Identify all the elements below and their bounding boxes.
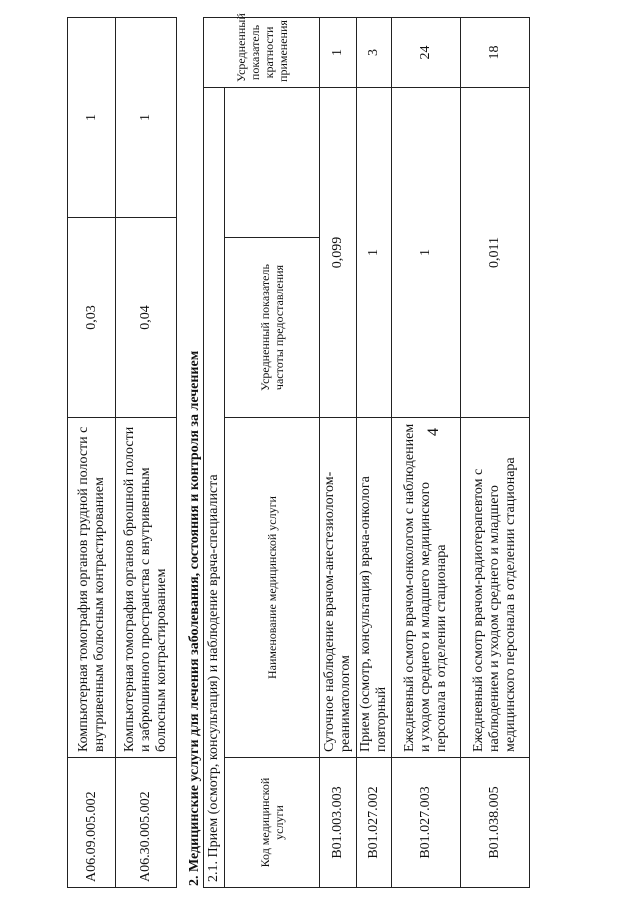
service-code: B01.027.002 xyxy=(357,758,392,888)
specialist-services-table xyxy=(203,13,530,888)
multiplicity-value: 1 xyxy=(320,17,357,87)
multiplicity-value: 24 xyxy=(392,17,461,87)
table-row xyxy=(392,17,461,887)
service-name: Ежедневный осмотр врачом-онкологом с наблюдением и уходом среднего и младшего медицинского персонала в отделении стационара xyxy=(392,418,461,758)
subsection-title: 2.1. Прием (осмотр, консультация) и наблюдение врача-специалиста xyxy=(204,87,225,887)
service-code: A06.09.005.002 xyxy=(68,758,116,888)
multiplicity-value: 18 xyxy=(461,17,530,87)
header-spacer xyxy=(225,87,320,237)
frequency-value: 0,04 xyxy=(116,218,177,418)
table-row xyxy=(68,18,116,888)
table-row xyxy=(357,17,392,887)
service-code: B01.027.003 xyxy=(392,758,461,888)
multiplicity-value: 3 xyxy=(357,17,392,87)
frequency-value: 1 xyxy=(357,87,392,417)
header-code: Код медицинской услуги xyxy=(225,758,320,888)
services-table-continued xyxy=(67,17,177,888)
frequency-value: 0,099 xyxy=(320,87,357,417)
header-multiplicity: Усредненный показатель кратности применения xyxy=(204,17,320,87)
frequency-value: 0,03 xyxy=(68,218,116,418)
service-name: Компьютерная томография органов брюшной полости и забрюшинного пространства с внутривенным болюсным контрастированием xyxy=(116,418,177,758)
table-row xyxy=(320,17,357,887)
table-row xyxy=(461,17,530,887)
frequency-value: 1 xyxy=(392,87,461,417)
frequency-value: 0,011 xyxy=(461,87,530,417)
service-name: Суточное наблюдение врачом-анестезиологом-реаниматологом xyxy=(320,418,357,758)
service-name: Прием (осмотр, консультация) врача-онколога повторный xyxy=(357,418,392,758)
service-name: Ежедневный осмотр врачом-радиотерапевтом с наблюдением и уходом среднего и младшего медицинского персонала в отделении стационара xyxy=(461,418,530,758)
service-code: B01.003.003 xyxy=(320,758,357,888)
service-code: A06.30.005.002 xyxy=(116,758,177,888)
header-frequency: Усредненный показатель частоты предоставления xyxy=(225,238,320,418)
table-row xyxy=(116,18,177,888)
section-title: 2. Медицинские услуги для лечения заболевания, состояния и контроля за лечением xyxy=(187,350,202,886)
multiplicity-value: 1 xyxy=(68,18,116,218)
service-name: Компьютерная томография органов грудной полости с внутривенным болюсным контрастированием xyxy=(68,418,116,758)
service-code: B01.038.005 xyxy=(461,758,530,888)
header-name: Наименование медицинской услуги xyxy=(225,418,320,758)
page-number: 4 xyxy=(425,428,442,436)
multiplicity-value: 1 xyxy=(116,18,177,218)
rotated-page-content xyxy=(67,13,518,888)
